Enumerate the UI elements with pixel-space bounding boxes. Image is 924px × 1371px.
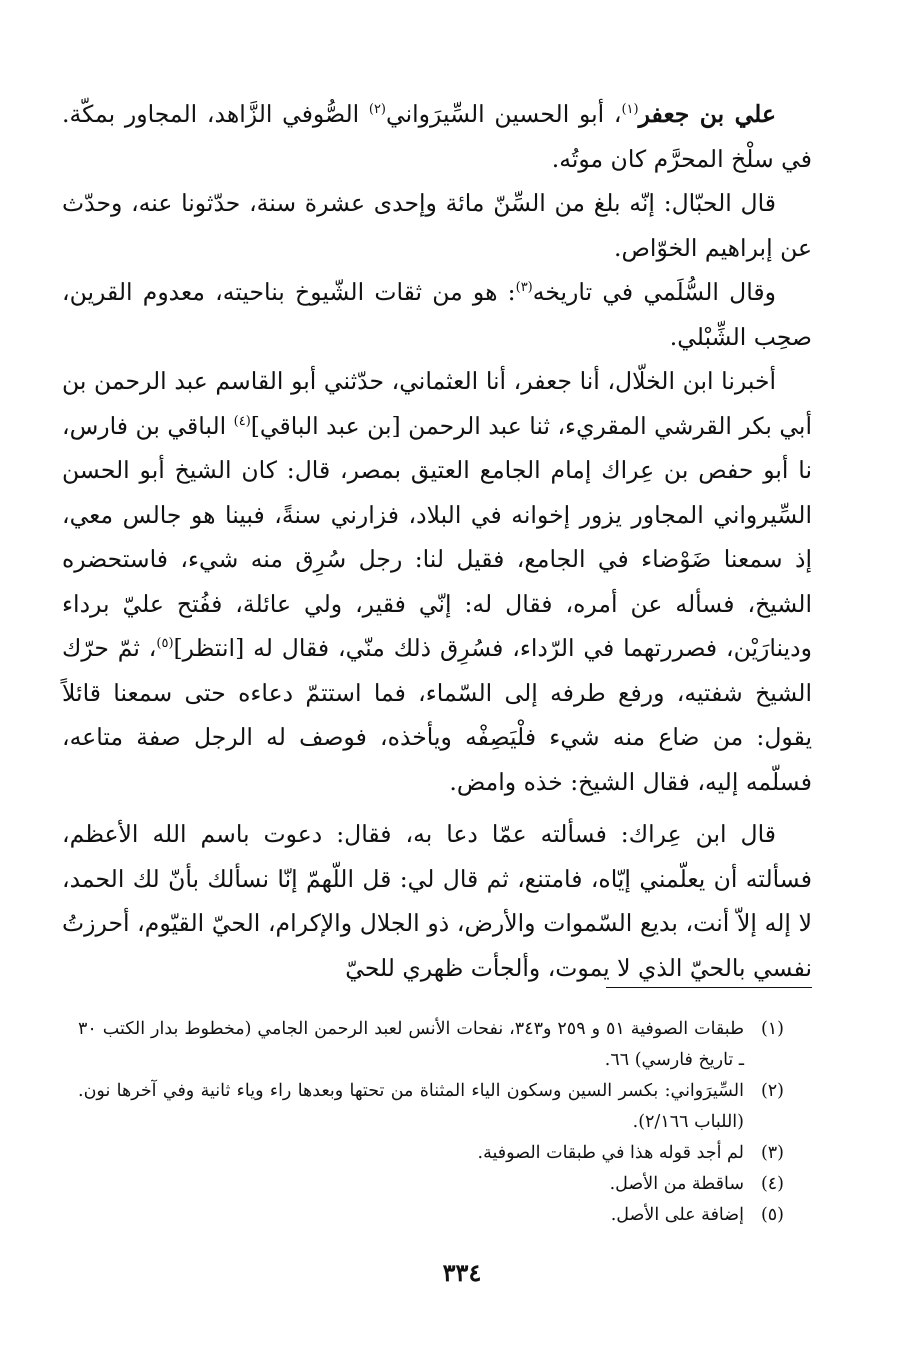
footnote-item: [78, 1200, 784, 1231]
paragraph: [62, 270, 812, 359]
footnote-text: إضافة على الأصل.: [610, 1205, 744, 1225]
footnote-number: (٤): [760, 1174, 784, 1194]
entry-middle: ، أبو الحسين السِّيرَواني: [386, 100, 622, 128]
paragraph-text: الباقي بن فارس، نا أبو حفص بن عِراك إمام الجامع العتيق بمصر، قال: كان الشيخ أبو الحسن السِّيرواني المجاور يزور إخوانه في البلاد، فزارني سنةً، فبينا هو جالس معي، إذ سمعنا ضَوْضاء في الجامع، فقيل لنا: رجل سُرِق منه شيء، فاستحضره الشيخ، فسأله عن أمره، فقال له: إنّي فقير، ولي عائلة، ففُتح عليّ برداء ودينارَيْن، فصررتهما في الرّداء، فسُرِق ذلك منّي، فقال له [انتظر]: [62, 411, 812, 662]
paragraph: قال ابن عِراك: فسألته عمّا دعا به، فقال: دعوت باسم الله الأعظم، فسألته أن يعلّمني إيّاه، فامتنع، ثم قال لي: قل اللّهمّ إنّا نسألك بأنّ لك الحمد، لا إله إلاّ أنت، بديع السّموات والأرض، ذو الجلال والإكرام، الحيّ القيّوم، أحرزتُ نفسي بالحيّ الذي لا يموت، وألجأت ظهري للحيّ: [62, 820, 812, 982]
paragraph: [62, 359, 812, 804]
footnote-ref: (٢): [368, 102, 386, 118]
footnote-ref: (١): [621, 102, 639, 118]
footnote-item: [78, 1076, 784, 1138]
paragraph-text: وقال السُّلَمي في تاريخه: [532, 278, 776, 306]
paragraph-text: ، ثمّ حرّك الشيخ شفتيه، ورفع طرفه إلى السّماء، فما استتمّ دعاءه حتى سمعنا قائلاً يقول: من ضاع منه شيء فلْيَصِفْه ويأخذه، فوصف له الرجل صفة متاعه، فسلّمه إليه، فقال الشيخ: خذه وامض.: [62, 634, 812, 796]
footnote-ref: (٤): [233, 413, 251, 429]
entry-name: علي بن جعفر: [638, 100, 776, 128]
footnote-separator: [606, 987, 812, 988]
paragraph: قال الحبّال: إنّه بلغ من السِّنّ مائة وإحدى عشرة سنة، حدّثونا عنه، وحدّث عن إبراهيم الخوّاص.: [62, 189, 812, 262]
paragraph-text: : هو من ثقات الشّيوخ بناحيته، معدوم القرين، صحِب الشِّبْلي.: [62, 278, 812, 351]
entry-rest: الصُّوفي الزَّاهد، المجاور بمكّة. في سلْخ المحرَّم كان موتُه.: [62, 100, 812, 173]
page-number: ٣٣٤: [442, 1258, 482, 1287]
footnote-number: (٥): [760, 1205, 784, 1225]
footnote-number: (١): [760, 1019, 784, 1039]
footnote-ref: (٣): [515, 280, 533, 296]
footnote-text: ساقطة من الأصل.: [609, 1174, 744, 1194]
footnote-item: [78, 1169, 784, 1200]
footnote-text: السِّيرَواني: بكسر السين وسكون الياء المثناة من تحتها وبعدها راء وياء ثانية وفي آخرها نون. (اللباب ٢/١٦٦).: [78, 1081, 744, 1132]
footnotes: [78, 1014, 784, 1231]
main-text: [62, 92, 812, 990]
paragraph-entry: [62, 92, 812, 181]
footnote-text: طبقات الصوفية ٥١ و ٢٥٩ و٣٤٣، نفحات الأنس لعبد الرحمن الجامي (مخطوط بدار الكتب ٣٠ ـ تاريخ فارسي) ٦٦.: [78, 1019, 744, 1070]
footnote-item: [78, 1014, 784, 1076]
footnote-text: لم أجد قوله هذا في طبقات الصوفية.: [477, 1143, 744, 1163]
paragraph-text: أخبرنا ابن الخلّال، أنا جعفر، أنا العثماني، حدّثني أبو القاسم عبد الرحمن بن أبي بكر القرشي المقريء، ثنا عبد الرحمن [بن عبد الباقي]: [62, 367, 812, 440]
footnote-number: (٢): [760, 1081, 784, 1101]
footnote-number: (٣): [760, 1143, 784, 1163]
footnote-item: [78, 1138, 784, 1169]
footnote-ref: (٥): [156, 636, 174, 652]
